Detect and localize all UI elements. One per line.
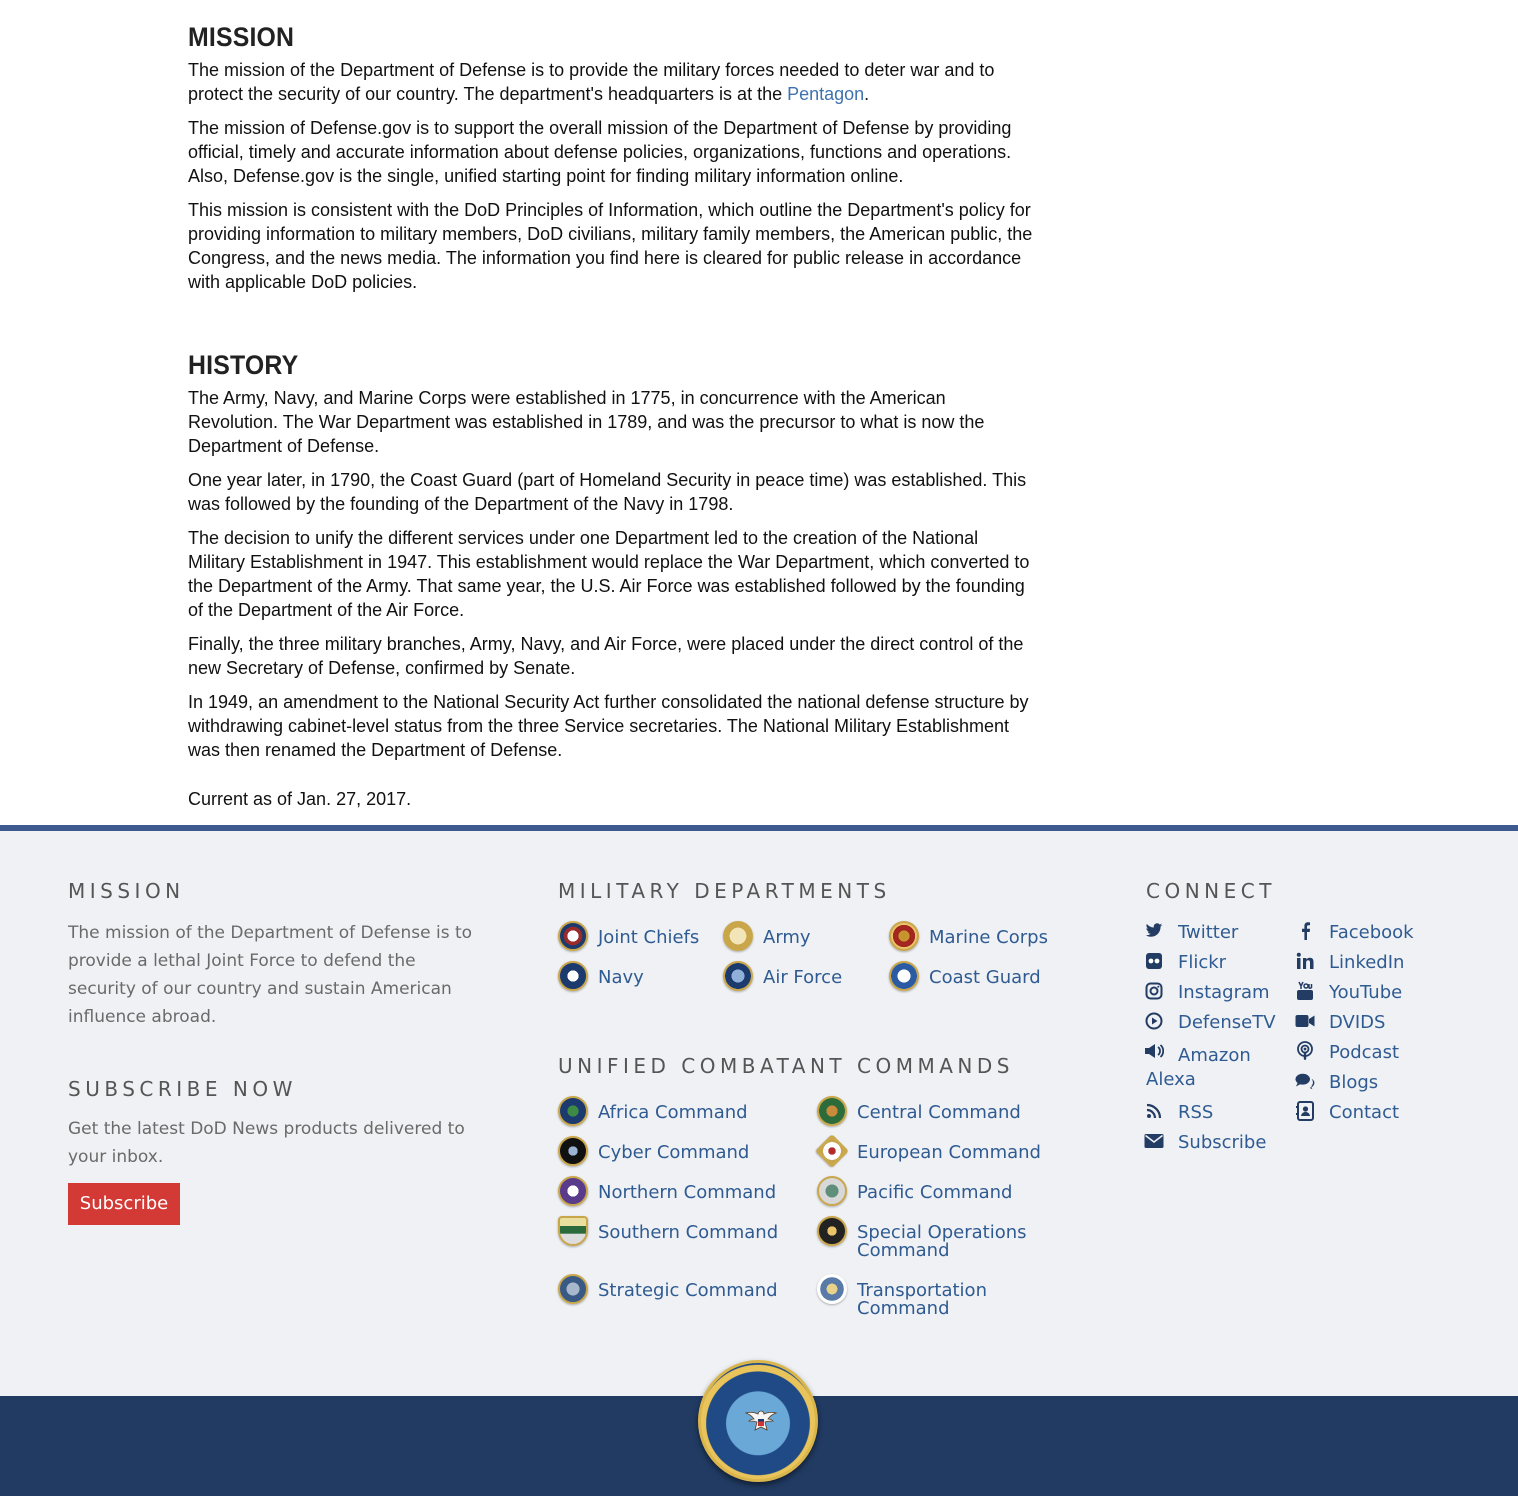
- european-command-link[interactable]: European Command: [857, 1142, 1041, 1163]
- play-icon: [1144, 1011, 1164, 1031]
- department-of-defense-seal-icon[interactable]: [698, 1360, 818, 1482]
- twitter-link[interactable]: Twitter: [1178, 922, 1239, 943]
- youtube-icon: [1295, 981, 1315, 1001]
- northern-command-link[interactable]: Northern Command: [598, 1182, 777, 1203]
- history-paragraph-3: The decision to unify the different services under one Department led to the creation of the National Military Establishment in 1947. This establishment would replace the War Department, which converted to the Department of the Army. That same year, the U.S. Air Force was established followed by the founding of the Department of the Air Force.: [188, 528, 1030, 620]
- air-force-seal-icon: [723, 961, 753, 991]
- transportation-command-link[interactable]: [857, 1282, 987, 1318]
- coast-guard-link[interactable]: Coast Guard: [929, 967, 1041, 988]
- cyber-command-seal-icon: [558, 1136, 588, 1166]
- navy-link[interactable]: Navy: [598, 967, 644, 988]
- mission-paragraph-1-end: .: [864, 84, 870, 104]
- blogs-link[interactable]: Blogs: [1329, 1072, 1379, 1093]
- podcast-icon: [1295, 1041, 1315, 1061]
- history-paragraph-4: Finally, the three military branches, Army, Navy, and Air Force, were placed under the direct control of the new Secretary of Defense, confirmed by Senate.: [188, 634, 1024, 678]
- site-footer: [0, 825, 1518, 1396]
- mission-paragraph-3: This mission is consistent with the DoD Principles of Information, which outline the Department's policy for providing information to military members, DoD civilians, military family members, the American public, the Congress, and the news media. The information you find here is cleared for public release in accordance with applicable DoD policies.: [188, 200, 1033, 292]
- amazon-alexa-link[interactable]: [1146, 1044, 1276, 1092]
- current-as-of: Current as of Jan. 27, 2017.: [188, 789, 412, 809]
- unified-commands-title: UNIFIED COMBATANT COMMANDS: [558, 1054, 1014, 1078]
- amazon-alexa-line-2: Alexa: [1146, 1069, 1196, 1090]
- linkedin-link[interactable]: LinkedIn: [1329, 952, 1405, 973]
- flickr-icon: [1144, 951, 1164, 971]
- special-operations-command-seal-icon: [817, 1216, 847, 1246]
- podcast-link[interactable]: Podcast: [1329, 1042, 1400, 1063]
- central-command-link[interactable]: Central Command: [857, 1102, 1021, 1123]
- army-link[interactable]: Army: [763, 927, 811, 948]
- amazon-alexa-line-1: Amazon: [1178, 1045, 1251, 1066]
- twitter-icon: [1144, 921, 1164, 941]
- marine-corps-seal-icon: [889, 921, 919, 951]
- history-heading: HISTORY: [188, 350, 299, 380]
- rss-icon: [1144, 1101, 1164, 1121]
- history-paragraph-5: In 1949, an amendment to the National Security Act further consolidated the national defense structure by withdrawing cabinet-level status from the three Service secretaries. The National Military Establishment was then renamed the Department of Defense.: [188, 692, 1029, 760]
- flickr-link[interactable]: Flickr: [1178, 952, 1227, 973]
- history-paragraph-2: One year later, in 1790, the Coast Guard (part of Homeland Security in peace time) was established. This was followed by the founding of the Department of the Navy in 1798.: [188, 470, 1027, 514]
- marine-corps-link[interactable]: Marine Corps: [929, 927, 1048, 948]
- pacific-command-link[interactable]: Pacific Command: [857, 1182, 1013, 1203]
- africa-command-link[interactable]: Africa Command: [598, 1102, 748, 1123]
- joint-chiefs-link[interactable]: Joint Chiefs: [598, 927, 700, 948]
- instagram-icon: [1144, 981, 1164, 1001]
- special-operations-command-link[interactable]: [857, 1224, 1027, 1260]
- linkedin-icon: [1295, 951, 1315, 971]
- africa-command-seal-icon: [558, 1096, 588, 1126]
- transportation-command-line-1: Transportation: [857, 1280, 987, 1301]
- coast-guard-seal-icon: [889, 961, 919, 991]
- cyber-command-link[interactable]: Cyber Command: [598, 1142, 750, 1163]
- central-command-seal-icon: [817, 1096, 847, 1126]
- subscribe-now-title: SUBSCRIBE NOW: [68, 1077, 297, 1101]
- mission-paragraph-1-text: The mission of the Department of Defense is to provide the military forces needed to deter war and to protect the security of our country. The department's headquarters is at the: [188, 60, 995, 104]
- history-paragraph-1: The Army, Navy, and Marine Corps were established in 1775, in concurrence with the American Revolution. The War Department was established in 1789, and was the precursor to what is now the Department of Defense.: [188, 388, 985, 456]
- military-departments-title: MILITARY DEPARTMENTS: [558, 879, 891, 903]
- strategic-command-seal-icon: [558, 1274, 588, 1304]
- contact-link[interactable]: Contact: [1329, 1102, 1400, 1123]
- joint-chiefs-seal-icon: [558, 921, 588, 951]
- facebook-icon: [1295, 921, 1315, 941]
- footer-mission-text: The mission of the Department of Defense is to provide a lethal Joint Force to defend the security of our country and sustain American influence abroad.: [68, 923, 473, 1027]
- defensetv-link[interactable]: DefenseTV: [1178, 1012, 1276, 1033]
- eagle-icon: [745, 1407, 777, 1437]
- footer-mission-title: MISSION: [68, 879, 185, 903]
- dvids-link[interactable]: DVIDS: [1329, 1012, 1386, 1033]
- video-camera-icon: [1295, 1011, 1315, 1031]
- air-force-link[interactable]: Air Force: [763, 967, 843, 988]
- army-seal-icon: [723, 921, 753, 951]
- pentagon-link[interactable]: Pentagon: [787, 84, 865, 104]
- southern-command-seal-icon: [558, 1216, 588, 1246]
- instagram-link[interactable]: Instagram: [1178, 982, 1270, 1003]
- article-content: [188, 20, 1038, 811]
- navy-seal-icon: [558, 961, 588, 991]
- subscribe-button[interactable]: Subscribe: [68, 1183, 180, 1225]
- contact-card-icon: [1295, 1101, 1315, 1121]
- special-operations-command-line-2: Command: [857, 1240, 950, 1261]
- southern-command-link[interactable]: Southern Command: [598, 1222, 779, 1243]
- envelope-icon: [1144, 1131, 1164, 1151]
- transportation-command-seal-icon: [817, 1274, 847, 1304]
- youtube-link[interactable]: YouTube: [1329, 982, 1403, 1003]
- subscribe-link[interactable]: Subscribe: [1178, 1132, 1267, 1153]
- northern-command-seal-icon: [558, 1176, 588, 1206]
- mission-paragraph-2: The mission of Defense.gov is to support the overall mission of the Department of Defense by providing official, timely and accurate information about defense policies, organizations, functions and operations. Also, Defense.gov is the single, unified starting point for finding military information online.: [188, 118, 1012, 186]
- rss-link[interactable]: RSS: [1178, 1102, 1214, 1123]
- connect-title: CONNECT: [1146, 879, 1276, 903]
- facebook-link[interactable]: Facebook: [1329, 922, 1414, 943]
- special-operations-command-line-1: Special Operations: [857, 1222, 1027, 1243]
- european-command-seal-icon: [815, 1134, 849, 1168]
- pacific-command-seal-icon: [817, 1176, 847, 1206]
- strategic-command-link[interactable]: Strategic Command: [598, 1280, 778, 1301]
- transportation-command-line-2: Command: [857, 1298, 950, 1319]
- comments-icon: [1295, 1071, 1315, 1091]
- mission-heading: MISSION: [188, 22, 295, 52]
- mission-paragraph-1: [188, 58, 1038, 106]
- subscribe-now-text: Get the latest DoD News products delivered to your inbox.: [68, 1119, 465, 1167]
